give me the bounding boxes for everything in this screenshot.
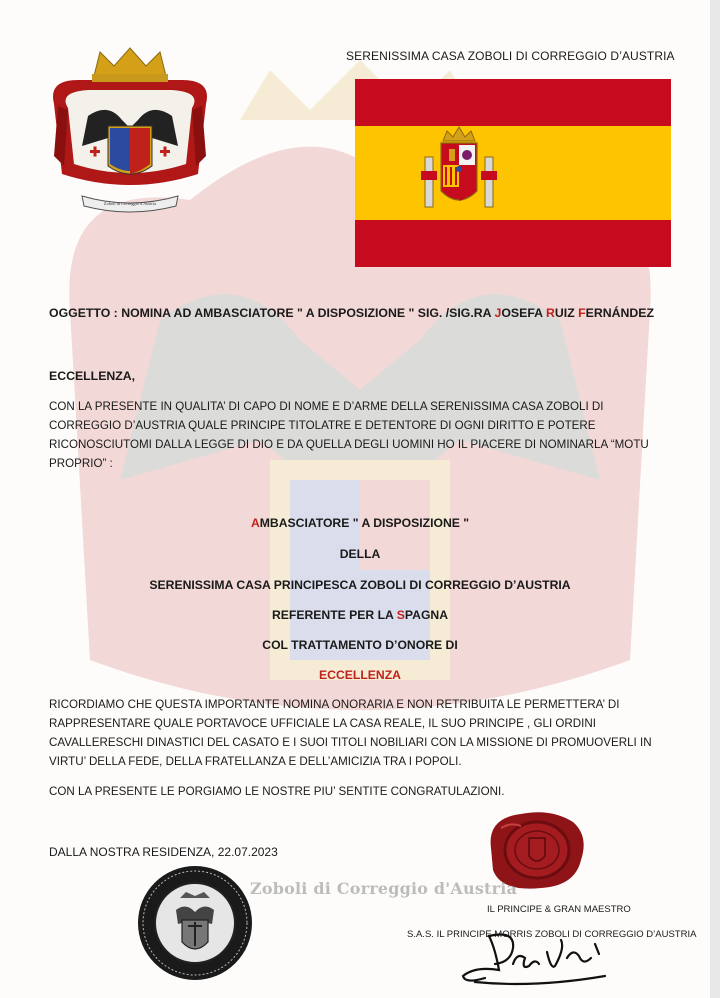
logo-caption: Zoboli di Correggio d'Austria [103,201,157,206]
spain-flag [355,79,671,267]
salutation: ECCELLENZA, [49,369,136,383]
handwritten-signature [455,918,615,990]
residence-date: DALLA NOSTRA RESIDENZA, 22.07.2023 [49,845,278,859]
coat-of-arms-logo [48,46,212,218]
appointment-treatment: COL TRATTAMENTO D’ONORE DI [262,638,458,652]
referent-initial-s: S [396,608,405,622]
appointment-title-initial: A [250,516,260,530]
signatory-title: IL PRINCIPE & GRAN MAESTRO [487,904,631,915]
appointment-honor: ECCELLENZA [319,668,401,682]
mission-paragraph: RICORDIAMO CHE QUESTA IMPORTANTE NOMINA ONORARIA E NON RETRIBUITA LE PERMETTERA’ DI RAPPRESENTARE QUALE PORTAVOCE UFFICIALE LA CASA REALE, IL SUO PRINCIPE , GLI ORDINI CAVALLERESCHI DINASTICI DEL CASATO E I SUOI TITOLI NOBILIARI CON LA MISSIONE DI PROMUOVERLI IN VIRTU’ DELLA FEDE, DELLA FRATELLANZA E DELL’AMICIZIA TRA I POPOLI. [49,698,652,768]
house-name-watermark: Zoboli di Correggio d'Austria [250,879,518,898]
subject-prefix: OGGETTO : NOMINA AD AMBASCIATORE " A DISPOSIZIONE " SIG. /SIG.RA [49,306,495,320]
subject-initial-r: R [546,306,555,320]
page-edge [710,0,720,998]
subject-name-b: UIZ [554,306,579,320]
opening-paragraph: CON LA PRESENTE IN QUALITA’ DI CAPO DI NOME E D’ARME DELLA SERENISSIMA CASA ZOBOLI DI CORREGGIO D’AUSTRIA QUALE PRINCIPE TITOLATRE E DETENTORE DI OGNI DIRITTO E POTERE RICONOSCIUTOMI DALLA LEGGE DI DIO E DA QUELLA DEGLI UOMINI HO IL PIACERE DI NOMINARLA “MOTU PROPRIO” : [49,400,649,470]
appointment-house: SERENISSIMA CASA PRINCIPESCA ZOBOLI DI CORREGGIO D’AUSTRIA [149,578,571,592]
signatory-name: S.A.S. IL PRINCIPE MORRIS ZOBOLI DI CORREGGIO D’AUSTRIA [407,929,697,940]
referent-prefix: REFERENTE PER LA [271,608,397,622]
appointment-referent [0,608,720,622]
subject-name-c: ERNÁNDEZ [585,306,654,320]
subject-initial-f: F [578,306,586,320]
appointment-title-rest: MBASCIATORE " A DISPOSIZIONE " [259,516,470,530]
house-title: SERENISSIMA CASA ZOBOLI DI CORREGGIO D’AUSTRIA [346,49,675,63]
appointment-title [0,516,720,530]
subject-name-a: OSEFA [501,306,546,320]
subject-line [49,306,654,320]
subject-initial-j: J [494,306,502,320]
referent-rest: PAGNA [404,608,449,622]
appointment-of: DELLA [339,547,381,561]
congratulations-paragraph: CON LA PRESENTE LE PORGIAMO LE NOSTRE PIU’ SENTITE CONGRATULAZIONI. [49,785,505,798]
black-official-seal [136,864,254,982]
